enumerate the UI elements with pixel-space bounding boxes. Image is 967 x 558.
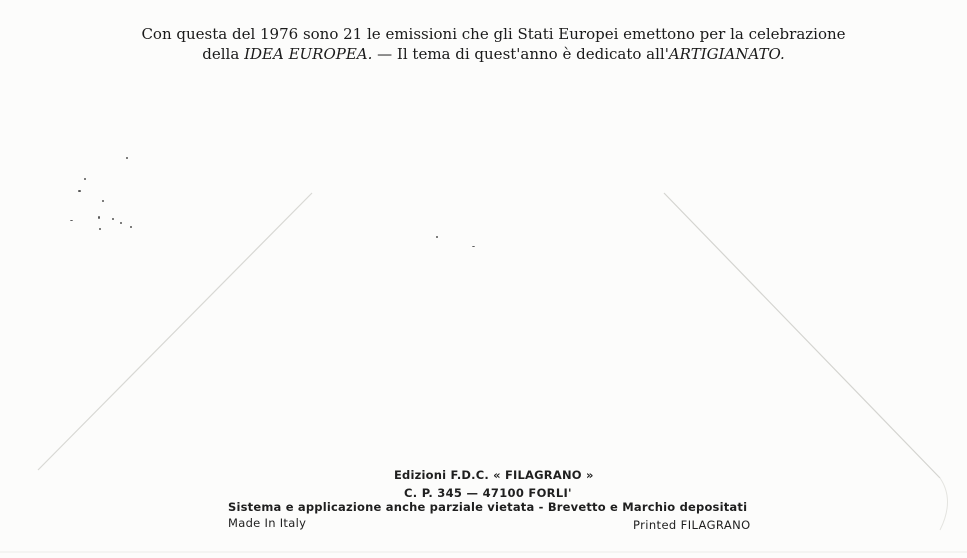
artigianato-text: ARTIGIANATO. bbox=[668, 45, 785, 63]
speck bbox=[84, 178, 86, 180]
printed-by-label: Printed FILAGRANO bbox=[633, 518, 751, 532]
speck bbox=[70, 220, 73, 221]
speck bbox=[130, 226, 132, 228]
speck bbox=[472, 246, 475, 247]
speck bbox=[99, 228, 101, 230]
speck bbox=[102, 200, 104, 202]
speck bbox=[126, 157, 128, 159]
speck bbox=[436, 236, 438, 238]
speck bbox=[98, 216, 100, 219]
speck bbox=[78, 190, 81, 192]
commemorative-text-line-1: Con questa del 1976 sono 21 le emissioni che gli Stati Europei emettono per la celebrazione bbox=[141, 25, 846, 43]
idea-europea-text: IDEA EUROPEA. bbox=[244, 45, 373, 63]
speck bbox=[120, 222, 122, 224]
commemorative-text-line-2 bbox=[0, 44, 967, 64]
speck bbox=[112, 218, 114, 220]
text-segment: della bbox=[202, 45, 245, 63]
rights-notice: Sistema e applicazione anche parziale vietata - Brevetto e Marchio depositati bbox=[228, 500, 748, 514]
publisher-address: C. P. 345 — 47100 FORLI' bbox=[404, 486, 572, 500]
made-in-label: Made In Italy bbox=[228, 516, 307, 530]
commemorative-text bbox=[0, 24, 967, 64]
publisher-name: Edizioni F.D.C. « FILAGRANO » bbox=[394, 468, 594, 482]
text-segment: — Il tema di quest'anno è dedicato all' bbox=[372, 45, 669, 63]
